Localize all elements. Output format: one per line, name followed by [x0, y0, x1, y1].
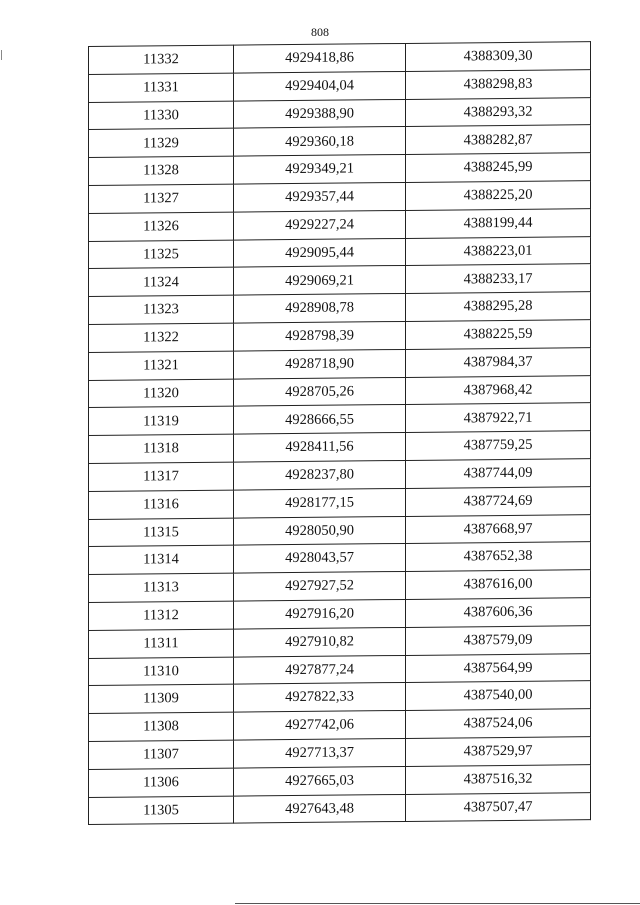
y-coordinate-cell: 4387579,09 [406, 625, 591, 655]
x-coordinate-cell: 4928908,78 [234, 294, 406, 323]
point-number-cell: 11327 [89, 184, 234, 213]
point-number-cell: 11311 [89, 629, 234, 658]
point-number-cell: 11312 [89, 601, 234, 630]
x-coordinate-cell: 4929388,90 [234, 99, 406, 128]
x-coordinate-cell: 4928237,80 [234, 460, 406, 489]
y-coordinate-cell: 4387524,06 [406, 709, 591, 739]
x-coordinate-cell: 4927643,48 [234, 794, 406, 823]
y-coordinate-cell: 4387529,97 [406, 737, 591, 767]
x-coordinate-cell: 4927910,82 [234, 627, 406, 656]
point-number-cell: 11308 [89, 712, 234, 741]
y-coordinate-cell: 4388298,83 [406, 69, 591, 99]
x-coordinate-cell: 4927877,24 [234, 655, 406, 684]
point-number-cell: 11321 [89, 351, 234, 380]
y-coordinate-cell: 4387744,09 [406, 459, 591, 489]
point-number-cell: 11319 [89, 406, 234, 435]
y-coordinate-cell: 4387968,42 [406, 375, 591, 405]
y-coordinate-cell: 4387759,25 [406, 431, 591, 461]
x-coordinate-cell: 4927665,03 [234, 766, 406, 795]
bottom-scan-line [235, 903, 640, 904]
y-coordinate-cell: 4387922,71 [406, 403, 591, 433]
x-coordinate-cell: 4927742,06 [234, 711, 406, 740]
y-coordinate-cell: 4387606,36 [406, 598, 591, 628]
point-number-cell: 11332 [89, 45, 234, 74]
point-number-cell: 11320 [89, 379, 234, 408]
x-coordinate-cell: 4929360,18 [234, 127, 406, 156]
x-coordinate-cell: 4929418,86 [234, 43, 406, 72]
x-coordinate-cell: 4929357,44 [234, 182, 406, 211]
y-coordinate-cell: 4388309,30 [406, 42, 591, 72]
x-coordinate-cell: 4928043,57 [234, 544, 406, 573]
x-coordinate-cell: 4928666,55 [234, 405, 406, 434]
x-coordinate-cell: 4928798,39 [234, 321, 406, 350]
x-coordinate-cell: 4928177,15 [234, 488, 406, 517]
x-coordinate-cell: 4929095,44 [234, 238, 406, 267]
point-number-cell: 11316 [89, 490, 234, 519]
point-number-cell: 11313 [89, 573, 234, 602]
x-coordinate-cell: 4927927,52 [234, 572, 406, 601]
y-coordinate-cell: 4388225,59 [406, 320, 591, 350]
point-number-cell: 11324 [89, 267, 234, 296]
y-coordinate-cell: 4388199,44 [406, 208, 591, 238]
x-coordinate-cell: 4928411,56 [234, 433, 406, 462]
y-coordinate-cell: 4387724,69 [406, 486, 591, 516]
y-coordinate-cell: 4387652,38 [406, 542, 591, 572]
y-coordinate-cell: 4388293,32 [406, 97, 591, 127]
point-number-cell: 11331 [89, 73, 234, 102]
point-number-cell: 11326 [89, 212, 234, 241]
point-number-cell: 11307 [89, 740, 234, 769]
page-number: 808 [311, 25, 329, 39]
x-coordinate-cell: 4928705,26 [234, 377, 406, 406]
point-number-cell: 11322 [89, 323, 234, 352]
coordinates-table [88, 41, 591, 825]
y-coordinate-cell: 4387616,00 [406, 570, 591, 600]
x-coordinate-cell: 4929404,04 [234, 71, 406, 100]
point-number-cell: 11329 [89, 128, 234, 157]
point-number-cell: 11318 [89, 434, 234, 463]
point-number-cell: 11325 [89, 240, 234, 269]
x-coordinate-cell: 4928050,90 [234, 516, 406, 545]
x-coordinate-cell: 4929349,21 [234, 155, 406, 184]
x-coordinate-cell: 4929227,24 [234, 210, 406, 239]
y-coordinate-cell: 4388245,99 [406, 153, 591, 183]
x-coordinate-cell: 4929069,21 [234, 266, 406, 295]
scan-edge-mark [1, 50, 2, 60]
point-number-cell: 11330 [89, 101, 234, 130]
y-coordinate-cell: 4388295,28 [406, 292, 591, 322]
x-coordinate-cell: 4927822,33 [234, 683, 406, 712]
y-coordinate-cell: 4387507,47 [406, 792, 591, 822]
y-coordinate-cell: 4387540,00 [406, 681, 591, 711]
point-number-cell: 11323 [89, 295, 234, 324]
point-number-cell: 11305 [89, 796, 234, 825]
x-coordinate-cell: 4927916,20 [234, 599, 406, 628]
point-number-cell: 11315 [89, 518, 234, 547]
y-coordinate-cell: 4388233,17 [406, 264, 591, 294]
x-coordinate-cell: 4928718,90 [234, 349, 406, 378]
point-number-cell: 11306 [89, 768, 234, 797]
y-coordinate-cell: 4388282,87 [406, 125, 591, 155]
y-coordinate-cell: 4387668,97 [406, 514, 591, 544]
y-coordinate-cell: 4388223,01 [406, 236, 591, 266]
y-coordinate-cell: 4387564,99 [406, 653, 591, 683]
y-coordinate-cell: 4387516,32 [406, 764, 591, 794]
point-number-cell: 11309 [89, 684, 234, 713]
y-coordinate-cell: 4387984,37 [406, 347, 591, 377]
y-coordinate-cell: 4388225,20 [406, 181, 591, 211]
point-number-cell: 11314 [89, 545, 234, 574]
table-row [89, 792, 591, 825]
coordinates-table-body [89, 42, 591, 825]
x-coordinate-cell: 4927713,37 [234, 738, 406, 767]
point-number-cell: 11328 [89, 156, 234, 185]
point-number-cell: 11317 [89, 462, 234, 491]
point-number-cell: 11310 [89, 657, 234, 686]
